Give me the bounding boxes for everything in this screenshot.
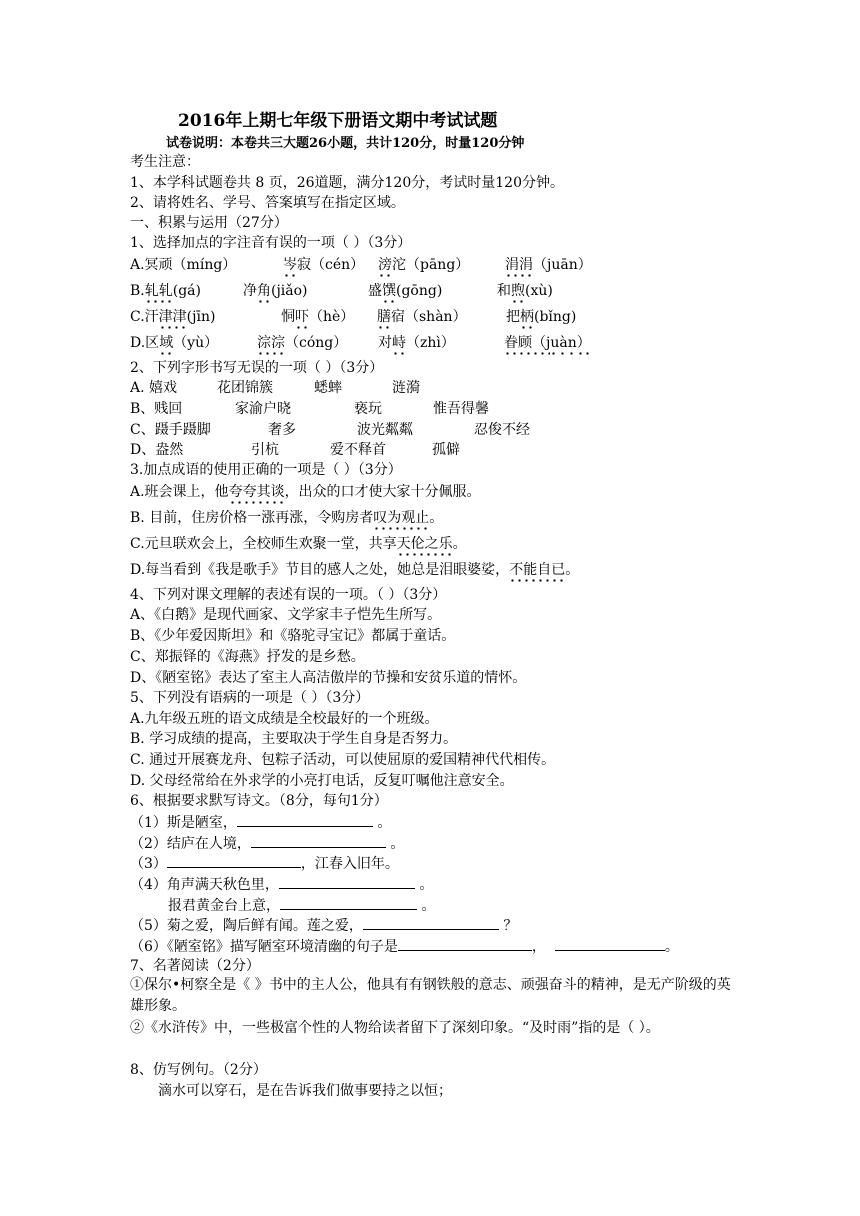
q1-option-a: [0, 255, 860, 275]
q2-d-4: 孤僻: [432, 442, 460, 458]
q4-option-c: C、郑振铎的《海燕》抒发的是乡愁。: [130, 649, 365, 665]
q1-b-1: B.轧轧(gá): [130, 281, 201, 303]
q1-d-1: D.区域（yù）: [130, 333, 218, 355]
q6-blank-3[interactable]: [167, 853, 301, 868]
q1-d-4: 眷顾（juàn）: [504, 333, 591, 355]
q6-blank-7[interactable]: [398, 936, 532, 951]
q1-c-2: 恫吓（hè）: [281, 307, 354, 329]
section-1-heading: 一、积累与运用（27分）: [130, 215, 288, 231]
q7-stem: 7、名著阅读（2分）: [130, 958, 260, 974]
q1-a-1: A.冥顽（míng）: [130, 257, 237, 273]
q2-a-1: A. 嬉戏: [130, 380, 178, 396]
q6-blank-5[interactable]: [280, 895, 417, 910]
q2-b-3: 亵玩: [354, 401, 382, 417]
q2-c-1: C、蹑手蹑脚: [130, 422, 211, 438]
q8-example: 滴水可以穿石，是在告诉我们做事要持之以恒；: [158, 1083, 452, 1099]
q5-option-a: A.九年级五班的语文成绩是全校最好的一个班级。: [130, 711, 439, 727]
q2-d-3: 爱不释首: [330, 442, 386, 458]
q6-item-3: （3） ，江春入旧年。: [130, 853, 399, 874]
q2-b-2: 家渝户晓: [235, 401, 291, 417]
q6-item-6: （5）菊之爱，陶后鲜有闻。莲之爱， ？: [130, 915, 517, 936]
q1-stem: 1、选择加点的字注音有误的一项（ ）（3分）: [130, 235, 412, 251]
q1-a-2: 岑寂（cén）: [283, 255, 364, 277]
q6-blank-2[interactable]: [251, 833, 386, 848]
q2-option-d: [0, 440, 860, 460]
q4-option-a: A、《白鹅》是现代画家、文学家丰子恺先生所写。: [130, 607, 442, 623]
q3-option-d: D.每当看到《我是歌手》节目的感人之处，她总是泪眼婆娑，不能自已。: [130, 560, 579, 582]
q6-blank-8[interactable]: [555, 936, 665, 951]
notice-heading: 考生注意：: [130, 154, 200, 170]
q3-option-c: C.元旦联欢会上，全校师生欢聚一堂，共享天伦之乐。: [130, 534, 467, 556]
q6-item-4: （4）角声满天秋色里， 。: [130, 874, 433, 895]
q3-stem: 3.加点成语的使用正确的一项是（ ）（3分）: [130, 462, 402, 478]
q5-option-d: D. 父母经常给在外求学的小亮打电话，反复叮嘱他注意安全。: [130, 773, 514, 789]
q1-b-4: 和煦(xù): [497, 281, 553, 303]
q8-stem: 8、仿写例句。（2分）: [130, 1062, 267, 1078]
notice-item-2: 2、请将姓名、学号、答案填写在指定区域。: [130, 195, 405, 211]
page-title: 2016年上期七年级下册语文期中考试试题: [178, 111, 498, 131]
q2-stem: 2、下列字形书写无误的一项（ ）（3分）: [130, 360, 384, 376]
q6-blank-6[interactable]: [363, 915, 499, 930]
q1-d-3: 对峙（zhì）: [378, 333, 455, 355]
q1-option-b: [0, 281, 860, 301]
q1-a-3: 滂沱（pāng）: [378, 255, 469, 277]
q4-option-d: D、《陋室铭》表达了室主人高洁傲岸的节操和安贫乐道的情怀。: [130, 670, 527, 686]
q2-a-2: 花团锦簇: [217, 380, 273, 396]
q1-b-3: 盛馔(gōng): [368, 281, 442, 303]
q5-option-b: B. 学习成绩的提高，主要取决于学生自身是否努力。: [130, 731, 458, 747]
q1-c-4: 把柄(bǐng): [506, 307, 576, 329]
q5-stem: 5、下列没有语病的一项是（ ）（3分）: [130, 690, 370, 706]
q1-a-4: 涓涓（juān）: [505, 255, 592, 277]
q2-b-4: 惟吾得馨: [433, 401, 489, 417]
q7-part-1: ①保尔•柯察全是《 》书中的主人公，他具有有钢铁般的意志、顽强奋斗的精神，是无产阶级的英雄形象。: [130, 977, 731, 1014]
q2-c-4: 忍俊不经: [474, 422, 530, 438]
q1-b-2: 净角(jiǎo): [243, 281, 308, 303]
q1-c-1: C.汗津津(jīn): [130, 307, 215, 329]
q6-item-2: （2）结庐在人境， 。: [130, 833, 404, 854]
q2-option-c: [0, 420, 860, 440]
q3-option-a: A.班会课上，他夸夸其谈，出众的口才使大家十分佩服。: [130, 482, 481, 504]
q3-option-b: B. 目前，住房价格一涨再涨，令购房者叹为观止。: [130, 508, 443, 530]
q1-option-d: [0, 333, 860, 353]
q1-d-2: 淙淙（cóng）: [257, 333, 347, 355]
q2-d-2: 引杭: [251, 442, 279, 458]
q6-blank-1[interactable]: [237, 812, 373, 827]
q2-c-3: 波光粼粼: [357, 422, 413, 438]
q2-option-a: [0, 378, 860, 398]
q6-item-7: （6）《陋室铭》描写陋室环境清幽的句子是 ， 。: [130, 936, 679, 957]
q2-a-3: 蟋蟀: [314, 380, 342, 396]
q2-b-1: B、贱回: [130, 401, 183, 417]
q2-c-2: 奢多: [268, 422, 296, 438]
q1-c-3: 膳宿（shàn）: [377, 307, 467, 329]
q1-option-c: [0, 307, 860, 327]
q2-option-b: [0, 399, 860, 419]
exam-instructions: 试卷说明：本卷共三大题26小题，共计120分，时量120分钟: [166, 136, 525, 151]
q6-item-5: 报君黄金台上意， 。: [168, 895, 435, 916]
q7-part-2: ②《水浒传》中，一些极富个性的人物给读者留下了深刻印象。“及时雨”指的是（ ）。: [130, 1020, 660, 1036]
q5-option-c: C. 通过开展赛龙舟、包粽子活动，可以使屈原的爱国精神代代相传。: [130, 752, 556, 768]
q2-a-4: 涟漪: [392, 380, 420, 396]
q2-d-1: D、盎然: [130, 442, 184, 458]
q6-blank-4[interactable]: [279, 874, 415, 889]
q4-stem: 4、下列对课文理解的表述有误的一项。（ ）（3分）: [130, 587, 447, 603]
q6-item-1: （1）斯是陋室， 。: [130, 812, 391, 833]
q6-stem: 6、根据要求默写诗文。（8分，每句1分）: [130, 793, 388, 809]
q4-option-b: B、《少年爱因斯坦》和《骆驼寻宝记》都属于童话。: [130, 628, 456, 644]
notice-item-1: 1、本学科试题卷共 8 页，26道题，满分120分，考试时量120分钟。: [130, 175, 564, 191]
